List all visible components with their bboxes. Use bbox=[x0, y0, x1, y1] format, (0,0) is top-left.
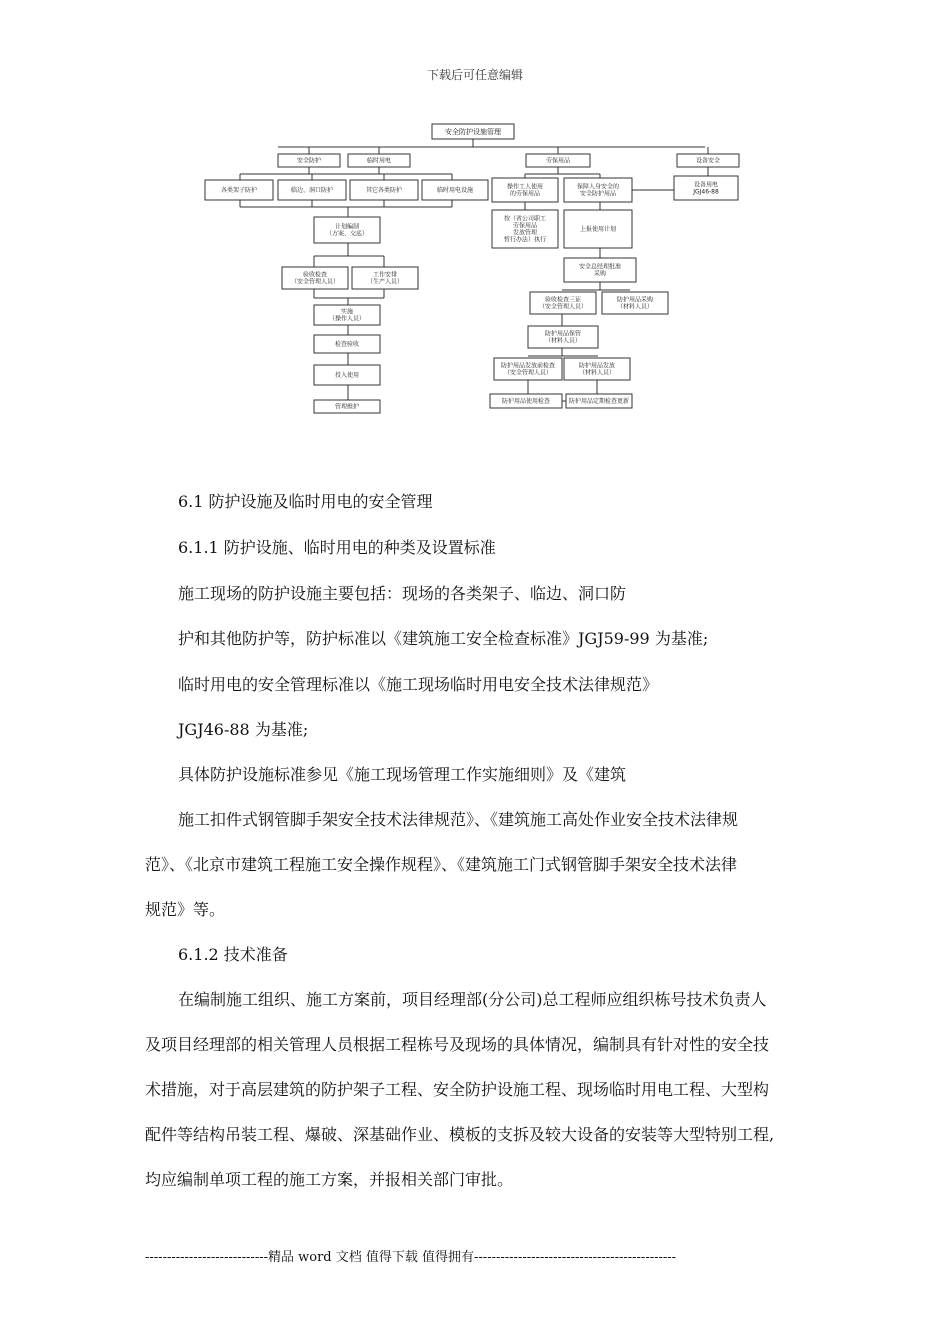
branch-node bbox=[348, 154, 410, 167]
section-heading-6-1: 6.1 防护设施及临时用电的安全管理 bbox=[178, 492, 433, 511]
right-flow-node bbox=[674, 176, 738, 200]
left-flow-node bbox=[314, 335, 380, 353]
level2-node bbox=[278, 180, 346, 200]
left-flow-node bbox=[352, 267, 418, 289]
paragraph-line: 在编制施工组织、施工方案前，项目经理部(分公司)总工程师应组织栋号技术负责人 bbox=[178, 990, 767, 1009]
svg-text:（安全管理人员）: （安全管理人员） bbox=[538, 303, 588, 311]
svg-text:（方案、交底）: （方案、交底） bbox=[325, 230, 369, 238]
svg-text:（操作人员）: （操作人员） bbox=[328, 315, 366, 323]
svg-text:防护用品发放: 防护用品发放 bbox=[578, 362, 616, 370]
mid-flow-node bbox=[492, 178, 558, 202]
flowchart-svg bbox=[190, 110, 770, 420]
mid-flow-node bbox=[494, 358, 562, 380]
left-flow-node bbox=[282, 267, 348, 289]
mid-flow-node bbox=[564, 210, 632, 248]
mid-flow-node bbox=[530, 292, 596, 314]
paragraph-line: 规范》等。 bbox=[145, 900, 226, 919]
svg-text:的劳保用品: 的劳保用品 bbox=[509, 190, 541, 198]
svg-text:采购: 采购 bbox=[593, 270, 607, 278]
paragraph-line: 术措施，对于高层建筑的防护架子工程、安全防护设施工程、现场临时用电工程、大型构 bbox=[145, 1080, 770, 1099]
branch-node bbox=[526, 154, 590, 167]
svg-text:其它各类防护: 其它各类防护 bbox=[365, 187, 403, 194]
svg-text:临边、洞口防护: 临边、洞口防护 bbox=[290, 187, 334, 194]
paragraph-line: 护和其他防护等，防护标准以《建筑施工安全检查标准》JGJ59-99 为基准; bbox=[178, 629, 709, 648]
svg-text:（生产人员）: （生产人员） bbox=[366, 278, 404, 286]
section-heading-6-1-2: 6.1.2 技术准备 bbox=[178, 945, 288, 964]
svg-text:设备用电: 设备用电 bbox=[693, 181, 719, 189]
mid-flow-node bbox=[602, 292, 668, 314]
svg-text:劳保用品: 劳保用品 bbox=[512, 222, 538, 230]
svg-text:发放管理: 发放管理 bbox=[512, 229, 538, 237]
svg-text:（材料人员）: （材料人员） bbox=[616, 303, 654, 311]
mid-flow-node bbox=[564, 358, 630, 380]
svg-text:（材料人员）: （材料人员） bbox=[578, 369, 616, 377]
svg-text:验收检查三证: 验收检查三证 bbox=[544, 296, 582, 304]
svg-text:临时用电设施: 临时用电设施 bbox=[436, 187, 474, 194]
flowchart bbox=[190, 110, 770, 420]
svg-text:实施: 实施 bbox=[340, 308, 354, 316]
svg-text:防护用品保管: 防护用品保管 bbox=[544, 330, 582, 338]
svg-text:JGJ46-88: JGJ46-88 bbox=[693, 188, 719, 196]
svg-text:安全防护用品: 安全防护用品 bbox=[579, 190, 617, 198]
svg-text:投入使用: 投入使用 bbox=[334, 372, 360, 379]
paragraph-line: 施工扣件式钢管脚手架安全技术法律规范》、《建筑施工高处作业安全技术法律规 bbox=[178, 810, 739, 829]
mid-flow-node bbox=[492, 210, 558, 248]
paragraph-line: 具体防护设施标准参见《施工现场管理工作实施细则》及《建筑 bbox=[178, 765, 627, 784]
svg-text:管理维护: 管理维护 bbox=[334, 403, 360, 411]
svg-text:保障人身安全的: 保障人身安全的 bbox=[576, 183, 620, 191]
svg-text:操作工人使用: 操作工人使用 bbox=[506, 183, 544, 191]
paragraph-line: 施工现场的防护设施主要包括：现场的各类架子、临边、洞口防 bbox=[178, 584, 627, 603]
svg-text:防护用品定期检查更新: 防护用品定期检查更新 bbox=[568, 398, 630, 405]
svg-text:防护用品使用检查: 防护用品使用检查 bbox=[501, 398, 551, 405]
svg-text:安全总经理批准: 安全总经理批准 bbox=[578, 263, 622, 271]
left-flow-node bbox=[314, 217, 380, 243]
svg-text:安全防护设施管理: 安全防护设施管理 bbox=[445, 128, 501, 136]
level2-node bbox=[350, 180, 418, 200]
paragraph-line: 配件等结构吊装工程、爆破、深基础作业、模板的支拆及较大设备的安装等大型特别工程, bbox=[145, 1125, 775, 1144]
svg-text:各类架子防护: 各类架子防护 bbox=[220, 187, 258, 194]
root-node bbox=[432, 124, 514, 139]
paragraph-line: 及项目经理部的相关管理人员根据工程栋号及现场的具体情况，编制具有针对性的安全技 bbox=[145, 1035, 770, 1054]
svg-text:验收检查: 验收检查 bbox=[302, 271, 328, 279]
mid-flow-node bbox=[564, 178, 632, 202]
section-heading-6-1-1: 6.1.1 防护设施、临时用电的种类及设置标准 bbox=[178, 538, 496, 557]
svg-text:暂行办法）执行: 暂行办法）执行 bbox=[503, 236, 547, 244]
left-flow-node bbox=[314, 400, 380, 413]
paragraph-line: 均应编制单项工程的施工方案，并报相关部门审批。 bbox=[145, 1170, 514, 1189]
svg-text:安全防护: 安全防护 bbox=[296, 157, 322, 165]
svg-text:（安全管理人员）: （安全管理人员） bbox=[503, 369, 553, 377]
paragraph-line: JGJ46-88 为基准; bbox=[178, 720, 309, 739]
svg-text:临时用电: 临时用电 bbox=[366, 157, 392, 165]
svg-text:上报使用计划: 上报使用计划 bbox=[579, 226, 617, 233]
mid-flow-node bbox=[566, 394, 632, 408]
svg-text:防护用品发放前检查: 防护用品发放前检查 bbox=[500, 362, 556, 370]
paragraph-line: 临时用电的安全管理标准以《施工现场临时用电安全技术法律规范》 bbox=[178, 675, 659, 694]
svg-text:（材料人员）: （材料人员） bbox=[544, 337, 582, 345]
svg-text:防护用品采购: 防护用品采购 bbox=[616, 296, 654, 304]
svg-text:按（省公司职工: 按（省公司职工 bbox=[503, 215, 547, 223]
branch-node bbox=[677, 154, 739, 167]
svg-text:计划编制: 计划编制 bbox=[334, 223, 360, 231]
page-footer: ----------------------------精品 word 文档 值得下载 值得拥有---------------------------------------------- bbox=[145, 1250, 677, 1265]
page-header: 下载后可任意编辑 bbox=[426, 68, 523, 82]
svg-text:（安全管理人员）: （安全管理人员） bbox=[290, 278, 340, 286]
mid-flow-node bbox=[528, 326, 598, 348]
level2-node bbox=[205, 180, 273, 200]
svg-text:设备安全: 设备安全 bbox=[695, 157, 721, 165]
mid-flow-node bbox=[564, 258, 636, 282]
left-flow-node bbox=[314, 305, 380, 325]
left-flow-node bbox=[314, 365, 380, 385]
svg-text:检查验收: 检查验收 bbox=[334, 341, 360, 348]
svg-text:劳保用品: 劳保用品 bbox=[545, 157, 571, 165]
svg-text:工作安排: 工作安排 bbox=[372, 271, 398, 279]
level2-node bbox=[422, 180, 488, 200]
paragraph-line: 范》、《北京市建筑工程施工安全操作规程》、《建筑施工门式钢管脚手架安全技术法律 bbox=[145, 855, 738, 874]
mid-flow-node bbox=[490, 394, 562, 408]
branch-node bbox=[278, 154, 340, 167]
